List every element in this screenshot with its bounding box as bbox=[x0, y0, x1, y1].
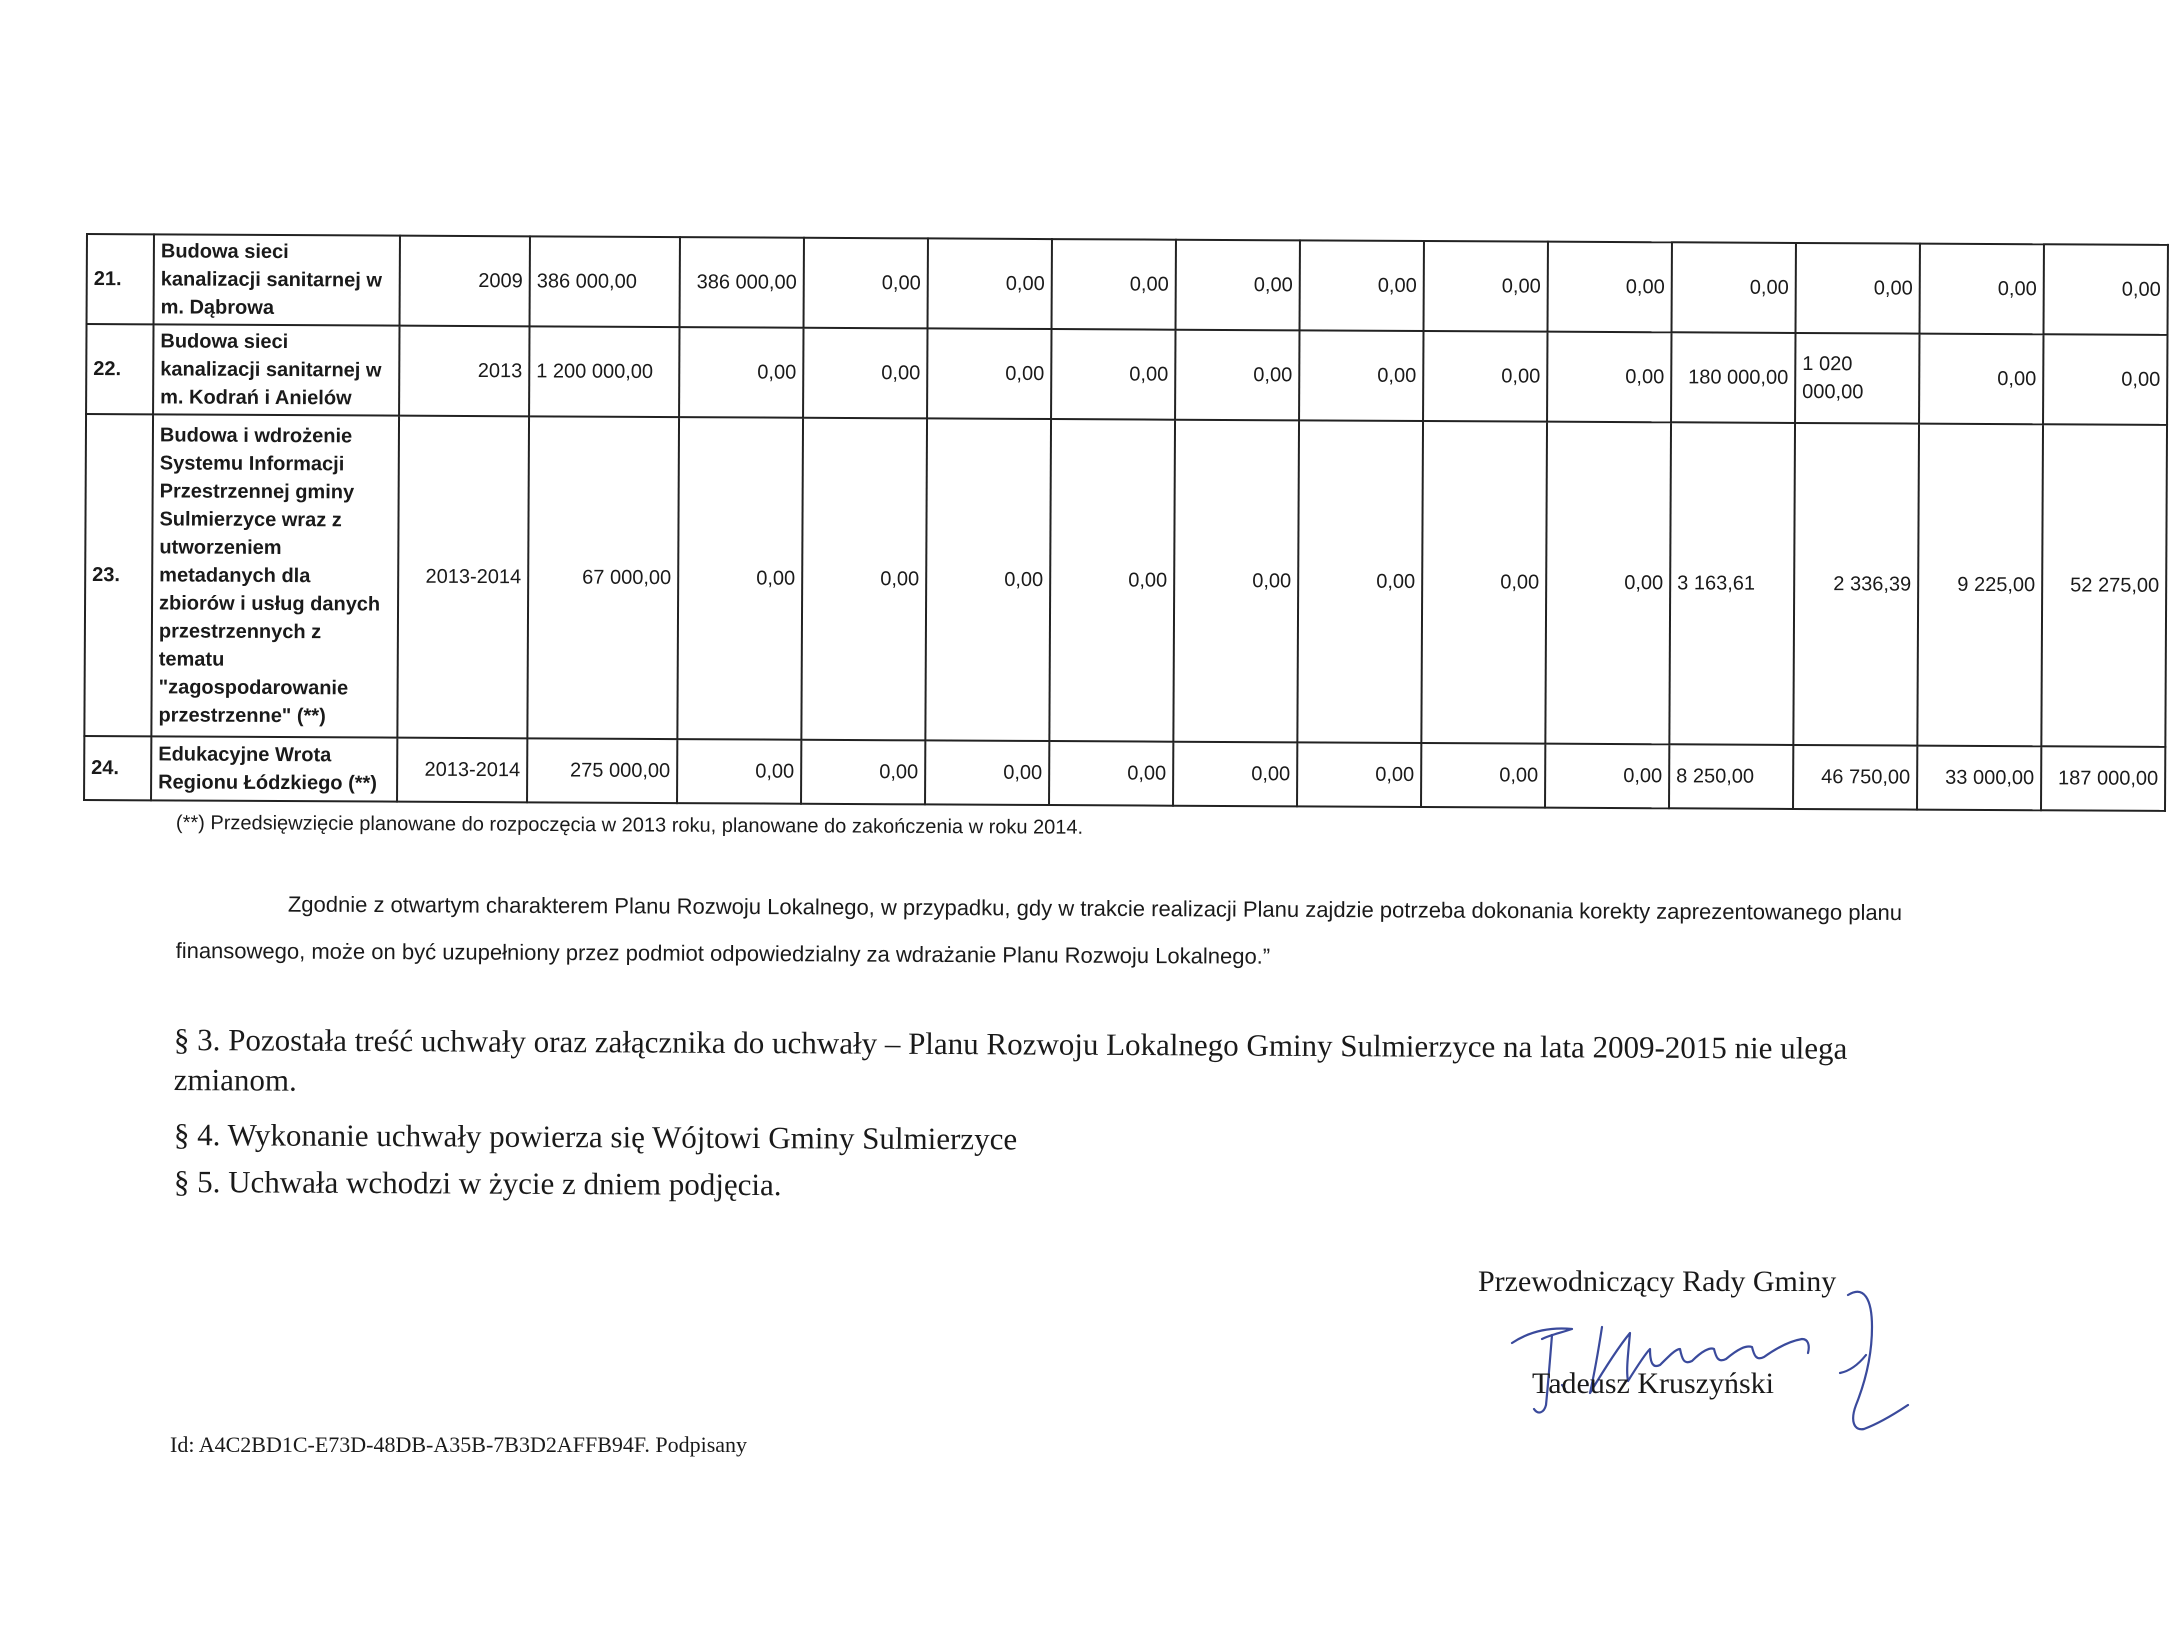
table-cell: 0,00 bbox=[1548, 242, 1672, 333]
table-cell: 0,00 bbox=[1049, 419, 1175, 742]
table-cell: 0,00 bbox=[677, 739, 801, 804]
table-cell: 187 000,00 bbox=[2041, 746, 2165, 811]
project-name: Budowa sieci kanalizacji sanitarnej w m. Dąbrowa bbox=[154, 234, 400, 325]
table-cell: 0,00 bbox=[677, 417, 803, 740]
project-years: 2009 bbox=[400, 236, 530, 327]
signatory-name: Tadeusz Kruszyński bbox=[1532, 1367, 1775, 1400]
table-cell: 0,00 bbox=[1297, 420, 1423, 743]
table-cell: 0,00 bbox=[927, 328, 1051, 419]
project-total: 386 000,00 bbox=[530, 236, 680, 327]
project-total: 275 000,00 bbox=[527, 738, 677, 803]
table-cell: 0,00 bbox=[1176, 240, 1300, 331]
project-name: Budowa sieci kanalizacji sanitarnej w m. Kodrań i Anielów bbox=[153, 324, 399, 415]
section-4: § 4. Wykonanie uchwały powierza się Wójtowi Gminy Sulmierzyce bbox=[173, 1117, 1018, 1157]
table-cell: 0,00 bbox=[1049, 741, 1173, 806]
table-cell: 52 275,00 bbox=[2041, 424, 2167, 747]
table-cell: 0,00 bbox=[2043, 244, 2167, 335]
project-years: 2013 bbox=[399, 326, 529, 417]
financial-plan-table bbox=[83, 233, 2169, 812]
table-cell: 0,00 bbox=[1545, 744, 1669, 809]
project-total: 1 200 000,00 bbox=[529, 326, 679, 417]
table-cell: 0,00 bbox=[2043, 334, 2167, 425]
table-cell: 0,00 bbox=[1175, 330, 1299, 421]
table-cell: 0,00 bbox=[1547, 332, 1671, 423]
table-cell: 0,00 bbox=[928, 238, 1052, 329]
handwritten-signature bbox=[1490, 1235, 1970, 1445]
document-id: Id: A4C2BD1C-E73D-48DB-A35B-7B3D2AFFB94F. Podpisany bbox=[170, 1432, 748, 1457]
table-cell: 0,00 bbox=[1421, 743, 1545, 808]
table-cell: 1 020 000,00 bbox=[1795, 333, 1919, 424]
table-row bbox=[87, 234, 2168, 335]
footnote: (**) Przedsięwzięcie planowane do rozpoczęcia w 2013 roku, planowane do zakończenia w roku 2014. bbox=[175, 812, 1084, 839]
row-number: 24. bbox=[84, 736, 151, 800]
table-cell: 0,00 bbox=[801, 418, 927, 741]
table-cell: 0,00 bbox=[925, 740, 1049, 805]
project-total: 67 000,00 bbox=[527, 416, 679, 739]
row-number: 21. bbox=[87, 234, 154, 324]
table-cell: 3 163,61 bbox=[1669, 422, 1795, 745]
table-cell: 386 000,00 bbox=[680, 237, 804, 328]
table-cell: 0,00 bbox=[804, 238, 928, 329]
row-number: 22. bbox=[86, 324, 153, 414]
closing-paragraph: Zgodnie z otwartym charakterem Planu Rozwoju Lokalnego, w przypadku, gdy w trakcie realizacji Planu zajdzie potrzeba dokonania korekty zaprezentowanego planu finansowego, może on być uzupełniony przez podmiot odpowiedzialny za wdrażanie Planu Rozwoju Lokalnego.” bbox=[175, 891, 1903, 969]
table-cell: 0,00 bbox=[1672, 242, 1796, 333]
signatory-title: Przewodniczący Rady Gminy bbox=[1478, 1265, 1837, 1298]
table-row bbox=[84, 736, 2165, 811]
table-cell: 2 336,39 bbox=[1793, 423, 1919, 746]
table-row bbox=[84, 414, 2167, 747]
table-cell: 33 000,00 bbox=[1917, 746, 2041, 811]
table-cell: 0,00 bbox=[1919, 244, 2043, 335]
table-cell: 0,00 bbox=[803, 328, 927, 419]
table-cell: 0,00 bbox=[1173, 742, 1297, 807]
table-row bbox=[86, 324, 2167, 425]
table-cell: 0,00 bbox=[925, 418, 1051, 741]
row-number: 23. bbox=[84, 414, 153, 736]
table-cell: 180 000,00 bbox=[1671, 332, 1795, 423]
table-cell: 0,00 bbox=[1300, 240, 1424, 331]
project-name: Edukacyjne Wrota Regionu Łódzkiego (**) bbox=[151, 736, 397, 801]
project-name: Budowa i wdrożenie Systemu Informacji Przestrzennej gminy Sulmierzyce wraz z utworzeniem metadanych dla zbiorów i usług danych przestrzennych z tematu "zagospodarowanie przestrzenne" (**) bbox=[151, 414, 399, 737]
table-cell: 0,00 bbox=[1051, 329, 1175, 420]
table-cell: 0,00 bbox=[679, 327, 803, 418]
table-cell: 0,00 bbox=[1424, 241, 1548, 332]
table-cell: 0,00 bbox=[1299, 330, 1423, 421]
section-5: § 5. Uchwała wchodzi w życie z dniem podjęcia. bbox=[173, 1164, 782, 1203]
table-cell: 0,00 bbox=[1052, 239, 1176, 330]
table-cell: 0,00 bbox=[1173, 420, 1299, 743]
section-3: § 3. Pozostała treść uchwały oraz załącznika do uchwały – Planu Rozwoju Lokalnego Gminy Sulmierzyce na lata 2009-2015 nie ulega zmianom. bbox=[173, 1022, 1848, 1098]
table-cell: 0,00 bbox=[1919, 334, 2043, 425]
table-cell: 8 250,00 bbox=[1669, 744, 1793, 809]
table-cell: 0,00 bbox=[1297, 742, 1421, 807]
table-cell: 9 225,00 bbox=[1917, 424, 2043, 747]
table-cell: 0,00 bbox=[1545, 422, 1671, 745]
project-years: 2013-2014 bbox=[397, 738, 527, 803]
table-cell: 0,00 bbox=[1423, 331, 1547, 422]
table-cell: 0,00 bbox=[1421, 421, 1547, 744]
table-cell: 0,00 bbox=[801, 740, 925, 805]
table-cell: 46 750,00 bbox=[1793, 745, 1917, 810]
table-cell: 0,00 bbox=[1796, 243, 1920, 334]
project-years: 2013-2014 bbox=[397, 416, 529, 739]
